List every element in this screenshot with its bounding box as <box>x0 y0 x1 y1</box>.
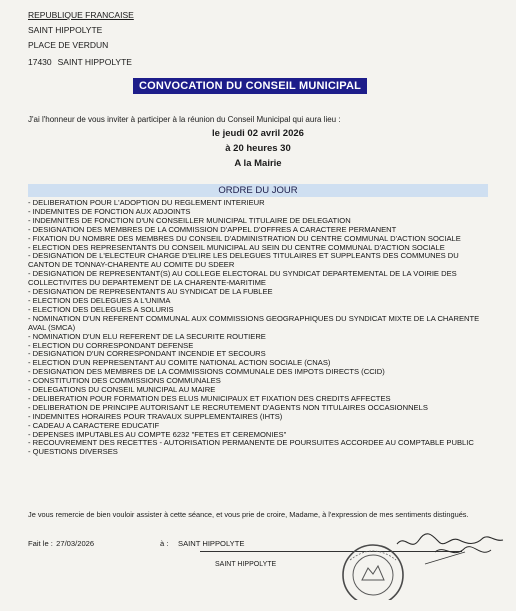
agenda-item: - DESIGNATION DE REPRESENTANTS AU SYNDICAT DE LA FUBLEE <box>28 287 273 297</box>
agenda-item: - ELECTION DES DELEGUES A SOLURIS <box>28 304 174 314</box>
agenda-item: - DESIGNATION DES MEMBRES DE LA COMMISSIONS COMMUNALE DES IMPOTS DIRECTS (CCID) <box>28 367 385 377</box>
handwritten-signature-icon <box>395 530 505 570</box>
agenda-item: - ELECTION DES DELEGUES A L'UNIMA <box>28 295 171 305</box>
agenda-item: - INDEMNITES HORAIRES POUR TRAVAUX SUPPLEMENTAIRES (IHTS) <box>28 411 283 421</box>
agenda-item: - DELEGATIONS DU CONSEIL MUNICIPAL AU MAIRE <box>28 385 216 395</box>
fait-date: 27/03/2026 <box>56 539 95 548</box>
header-city: SAINT HIPPOLYTE <box>57 57 132 67</box>
agenda-title: ORDRE DU JOUR <box>28 184 488 197</box>
agenda-item: - INDEMNITES DE FONCTION D'UN CONSEILLER MUNICIPAL TITULAIRE DE DELEGATION <box>28 215 351 225</box>
agenda-item: - ELECTION D'UN REPRESENTANT AU COMITE NATIONAL ACTION SOCIALE (CNAS) <box>28 358 331 368</box>
agenda-item: - ELECTION DU CORRESPONDANT DEFENSE <box>28 340 194 350</box>
agenda-item: - DELIBERATION POUR L'ADOPTION DU REGLEMENT INTERIEUR <box>28 198 265 207</box>
agenda-item: - RECOUVREMENT DES RECETTES - AUTORISATION PERMANENTE DE POURSUITES ACCORDEE AU COMPTABLE PUBLIC <box>28 438 474 448</box>
agenda-item: - QUESTIONS DIVERSES <box>28 447 118 457</box>
agenda-item: - ELECTION DES REPRESENTANTS DU CONSEIL MUNICIPAL AU SEIN DU CENTRE COMMUNAL D'ACTION SOCIALE <box>28 242 445 252</box>
a-label: à : <box>160 539 169 548</box>
closing-text: Je vous remercie de bien vouloir assister à cette séance, et vous prie de croire, Madame, à l'expression de mes sentiments distingués. <box>28 510 469 519</box>
agenda-item: - NOMINATION D'UN ELU REFERENT DE LA SECURITE ROUTIERE <box>28 331 266 341</box>
document-title: CONVOCATION DU CONSEIL MUNICIPAL <box>133 78 367 94</box>
agenda-item: - DELIBERATION DE PRINCIPE AUTORISANT LE RECRUTEMENT D'AGENTS NON TITULAIRES OCCASIONNELS <box>28 402 428 412</box>
signatory-name: SAINT HIPPOLYTE <box>215 561 277 568</box>
agenda-item: - DEPENSES IMPUTABLES AU COMPTE 6232 "FETES ET CEREMONIES" <box>28 429 287 439</box>
intro-text: J'ai l'honneur de vous inviter à participer à la réunion du Conseil Municipal qui aura lieu : <box>28 115 341 124</box>
header-republique: REPUBLIQUE FRANCAISE <box>28 10 134 20</box>
agenda-item: - FIXATION DU NOMBRE DES MEMBRES DU CONSEIL D'ADMINISTRATION DU CENTRE COMMUNAL D'ACTION SOCIALE <box>28 233 461 243</box>
meeting-place: A la Mairie <box>234 158 282 169</box>
agenda-list <box>28 199 490 457</box>
agenda-item: - CONSTITUTION DES COMMISSIONS COMMUNALES <box>28 376 221 386</box>
agenda-item: - DELIBERATION POUR FORMATION DES ELUS MUNICIPAUX ET FIXATION DES CREDITS AFFECTES <box>28 393 391 403</box>
a-place: SAINT HIPPOLYTE <box>178 539 245 548</box>
header-postcode: 17430 <box>28 57 52 67</box>
header-address: PLACE DE VERDUN <box>28 40 109 50</box>
meeting-date: le jeudi 02 avril 2026 <box>212 128 304 139</box>
agenda-item: - DESIGNATION DE REPRESENTANT(S) AU COLLEGE ELECTORAL DU SYNDICAT DEPARTEMENTAL DE LA VOIRIE DES COLLECTIVITES DU DEPARTEMENT DE LA CHARENTE-MARITIME <box>28 269 457 288</box>
fait-label: Fait le : <box>28 539 53 548</box>
fait-le <box>28 539 94 548</box>
agenda-item: - DESIGNATION D'UN CORRESPONDANT INCENDIE ET SECOURS <box>28 349 266 359</box>
agenda-item: - DESIGNATION DES MEMBRES DE LA COMMISSION D'APPEL D'OFFRES A CARACTERE PERMANENT <box>28 224 397 234</box>
agenda-item: - DESIGNATION DE L'ELECTEUR CHARGE D'ELIRE LES DELEGUES TITULAIRES ET SUPPLEANTS DES COMMUNES DU CANTON DE TONNAY-CHARENTE AU COMITE DU SDEER <box>28 251 459 270</box>
agenda-item: - INDEMNITES DE FONCTION AUX ADJOINTS <box>28 206 191 216</box>
agenda-item: - NOMINATION D'UN REFERENT COMMUNAL AUX COMMISSIONS GEOGRAPHIQUES DU SYNDICAT MIXTE DE LA CHARENTE AVAL (SMCA) <box>28 313 480 332</box>
agenda-item: - CADEAU A CARACTERE EDUCATIF <box>28 420 160 430</box>
header-commune: SAINT HIPPOLYTE <box>28 25 103 35</box>
meeting-time: à 20 heures 30 <box>225 143 291 154</box>
header-postal <box>28 57 132 68</box>
